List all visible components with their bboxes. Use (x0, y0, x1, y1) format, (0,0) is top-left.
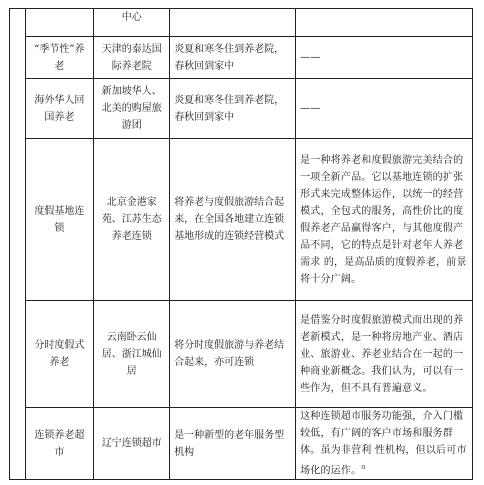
row-mode-cell: 是一种新型的老年服务型机构 (170, 408, 296, 480)
table-row (10, 139, 473, 301)
row-name-cell: 度假基地连锁 (25, 139, 94, 301)
table-row (10, 37, 473, 79)
row-mode-cell: 炎夏和寒冬住到养老院，春秋回到家中 (170, 37, 296, 79)
table-row (10, 408, 473, 480)
row-example-cell: 云南卧云仙居、浙江城仙居 (94, 301, 170, 408)
row-mode-cell: 炎夏和寒冬住到养老院，春秋回到家中 (170, 79, 296, 139)
row-example-cell: 辽宁连锁超市 (94, 408, 170, 480)
row-mode-cell: 将养老与度假旅游结合起来，在全国各地建立连锁基地形成的连锁经营模式 (170, 139, 296, 301)
row-name-cell: “季节性”养老 (25, 37, 94, 79)
table-row (10, 301, 473, 408)
row-desc-cell: —— (296, 79, 473, 139)
elderly-care-models-table (9, 8, 473, 480)
row-name-cell (25, 9, 94, 37)
row-name-cell: 分时度假式养老 (25, 301, 94, 408)
row-mode-cell: 将分时度假旅游与养老结合起来，亦可连锁 (170, 301, 296, 408)
row-desc-cell (296, 408, 473, 480)
left-margin-column (10, 9, 26, 480)
table-row (10, 9, 473, 37)
row-desc-cell: 是借鉴分时度假旅游模式而出现的养老新模式，是一种将房地产业、酒店业、旅游业、养老业结合在一起的一种商业新概念。我们认为，可以有一些作为，但不具有普遍意义。 (296, 301, 473, 408)
row-example-cell: 天津的泰达国际养老院 (94, 37, 170, 79)
row-example-cell: 中心 (94, 9, 170, 37)
row-example-cell: 北京金港家苑、江苏生态养老连锁 (94, 139, 170, 301)
desc-text: 这种连锁超市服务功能强，介入门槛较低，有广阔的客户市场和服务群体。虽为非营利 性机构，但以后可市场化的运作。 (300, 411, 467, 477)
row-name-cell: 连锁养老超市 (25, 408, 94, 480)
row-desc-cell: 是一种将养老和度假旅游完美结合的一项全新产品。它以基地连锁的扩张形式来完成整体运作，以统一的经营模式，全包式的服务，高性价比的度假养老产品赢得客户，与其他度假产品不同，它的特点是针对老年人养老需求 的，是高品质的度假养老，前景将十分广阔。 (296, 139, 473, 301)
row-desc-cell (296, 9, 473, 37)
row-mode-cell (170, 9, 296, 37)
table-row (10, 79, 473, 139)
row-name-cell: 海外华人回国养老 (25, 79, 94, 139)
footnote-mark: o (361, 463, 366, 471)
row-desc-cell: —— (296, 37, 473, 79)
row-example-cell: 新加坡华人、北美的购屋旅游团 (94, 79, 170, 139)
